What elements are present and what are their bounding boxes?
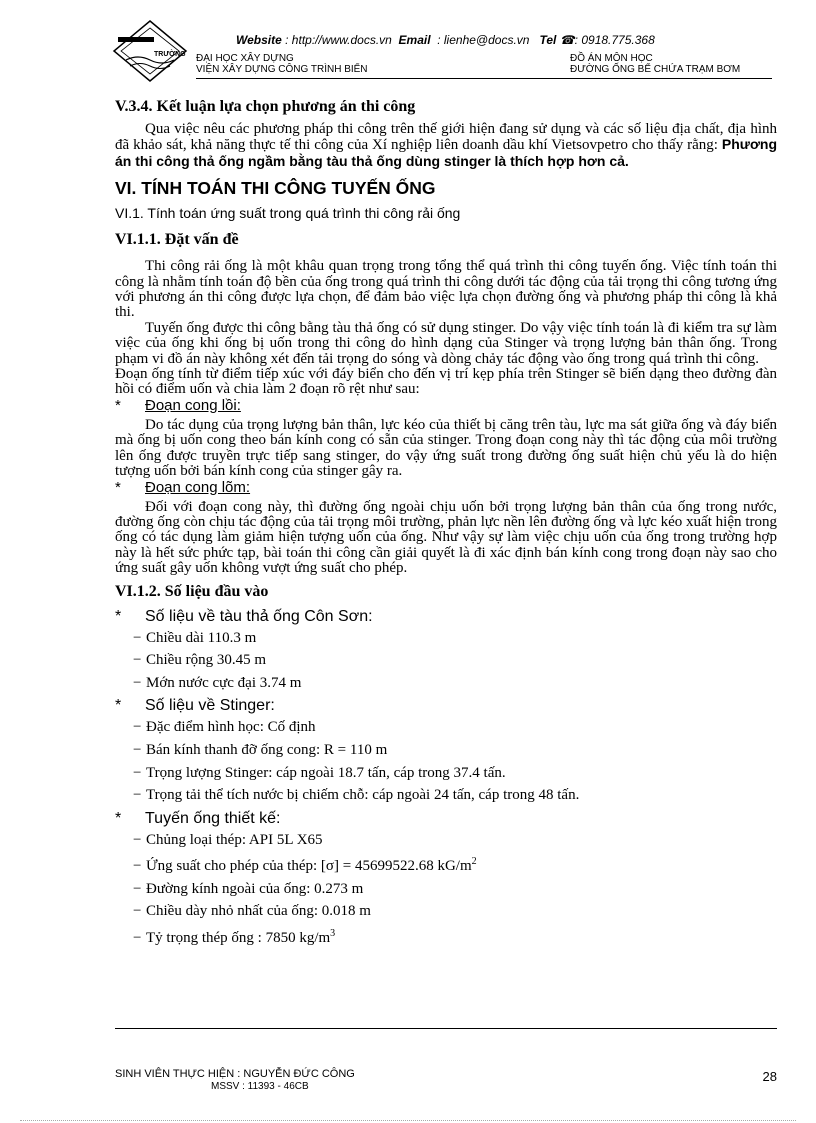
paragraph: Do tác dụng của trọng lượng bản thân, lực kéo của thiết bị căng trên tàu, lực ma sát giữa ống và đáy biển mà ống bị uốn cong theo bán kính cong có sẵn của stinger. Trong đoạn cong này thì tác động của môi trường lên ống được truyền trực tiếp sang stinger, do vậy ứng suất trong đường ống suất hiện chủ yếu là do hiện tượng uốn bởi bán kính cong của stinger gây ra. <box>115 416 777 480</box>
paragraph: Đoạn ống tính từ điểm tiếp xúc với đáy biển cho đến vị trí kẹp phía trên Stinger sẽ biến dạng theo đường đàn hồi có điểm uốn và chia làm 2 đoạn rõ rệt như sau: <box>115 366 777 398</box>
list-item: − Trọng tải thể tích nước bị chiếm chỗ: cáp ngoài 24 tấn, cáp trong 48 tấn. <box>133 787 580 804</box>
footer-author: SINH VIÊN THỰC HIỆN : NGUYỄN ĐỨC CÔNG <box>115 1068 355 1080</box>
subheading-6-1-1: VI.1.1. Đặt vấn đề <box>115 231 239 249</box>
sigma-symbol: σ <box>325 858 335 875</box>
list-item: − Chiều dài 110.3 m <box>133 629 257 646</box>
footer-divider <box>115 1028 777 1029</box>
document-body <box>115 96 777 950</box>
list-item: − Chủng loại thép: API 5L X65 <box>133 831 323 848</box>
conclusion-emphasis: Phương án thi công thả ống ngầm bằng tàu thả ống dùng stinger là thích hợp hơn cả. <box>115 136 778 169</box>
list-item: − Đặc điểm hình học: Cố định <box>133 719 316 736</box>
footer-student-id: MSSV : 11393 - 46CB <box>211 1081 309 1092</box>
page-footer <box>115 1028 777 1092</box>
university-logo <box>112 20 188 82</box>
paragraph: Thi công rải ống là một khâu quan trọng trong tổng thể quá trình thi công tuyến ống. Việc tính toán thi công là nhằm tính toán độ bền của ống trong quá trình thi công dưới tác động của tải trọng thi công tương ứng với phương án thi công được lựa chọn, để đảm bảo việc lựa chọn đường ống và phương pháp thi công là khả thi. <box>115 258 777 321</box>
page-bottom-border <box>20 1120 796 1121</box>
page-header <box>112 20 772 82</box>
subheading-6-1-2: VI.1.2. Số liệu đầu vào <box>115 582 269 600</box>
data-group-ship: * Số liệu về tàu thả ống Côn Sơn: <box>115 607 373 625</box>
header-course: ĐỒ ÁN MÔN HỌC ĐƯỜNG ỐNG BỂ CHỨA TRẠM BƠM <box>570 53 741 75</box>
bullet-convex: * Đoạn cong lồi: <box>115 396 241 414</box>
subheading-6-1: VI.1. Tính toán ứng suất trong quá trình thi công rải ống <box>115 205 461 222</box>
list-item: − Tỷ trọng thép ống : 7850 $kg/m^3$ <box>133 928 336 947</box>
svg-text:TRƯỜNG: TRƯỜNG <box>154 51 186 58</box>
list-item: − Đường kính ngoài của ống: 0.273 m <box>133 880 364 897</box>
chapter-heading-6: VI. TÍNH TOÁN THI CÔNG TUYẾN ỐNG <box>115 178 436 199</box>
data-group-pipeline: * Tuyến ống thiết kế: <box>115 809 281 827</box>
bullet-concave: * Đoạn cong lõm: <box>115 478 251 496</box>
header-divider <box>196 78 772 79</box>
page-number: 28 <box>762 1069 777 1084</box>
list-item: − Trọng lượng Stinger: cáp ngoài 18.7 tấn, cáp trong 37.4 tấn. <box>133 764 506 781</box>
phone-icon: ☎ <box>559 33 575 47</box>
data-group-stinger: * Số liệu về Stinger: <box>115 697 275 715</box>
header-institution: ĐẠI HỌC XÂY DỰNG VIỆN XÂY DỰNG CÔNG TRÌNH BIỂN <box>196 53 368 75</box>
list-item: − Chiều rộng 30.45 m <box>133 652 266 669</box>
list-item: − Mớn nước cực đại 3.74 m <box>133 674 302 691</box>
section-heading-534: V.3.4. Kết luận lựa chọn phương án thi công <box>115 98 416 115</box>
contact-line: Website : http://www.docs.vn Email : lienhe@docs.vn Tel ☎: 0918.775.368 <box>236 33 655 47</box>
list-item: − Bán kính thanh đỡ ống cong: R = 110 m <box>133 741 388 758</box>
paragraph: Tuyến ống được thi công bằng tàu thả ống có sử dụng stinger. Do vậy việc tính toán là đi kiểm tra sự làm việc của ống khi ống bị uốn trong thi công do hình dạng của Stinger và trọng lượng bản thân ống. Trong phạm vi đồ án này không xét đến tải trọng do sóng và dòng chảy tác động vào ống trong quá trình thi công. <box>115 319 777 367</box>
paragraph-534: Qua việc nêu các phương pháp thi công trên thế giới hiện đang sử dụng và các số liệu địa chất, địa hình đã khảo sát, khả năng thực tế thi công của Xí nghiệp liên doanh dầu khí Vietsovpetro cho thấy rằng: Phương án thi công thả ống ngầm bằng tàu thả ống dùng stinger là thích hợp hơn cả. <box>115 121 778 169</box>
list-item: − Ứng suất cho phép của thép: [σ] = 45699522.68 $kG/m^2$ <box>133 856 477 875</box>
list-item: − Chiều dày nhỏ nhất của ống: 0.018 m <box>133 903 371 920</box>
paragraph: Đối với đoạn cong này, thì đường ống ngoài chịu uốn bởi trọng lượng bản thân của ống trong nước, đường ống còn chịu tác động của tải trọng môi trường, phản lực nền lên đường ống và lực kéo xuất hiện trong ống có tác dụng làm giảm hiện tượng uốn của ống. Như vậy sự làm việc chịu uốn của ống trong trường hợp này là hết sức phức tạp, bài toán thi công cần giải quyết là đi xác định bán kính cong trong đoạn này sao cho ứng suất gây uốn không vượt ứng suất cho phép. <box>115 498 777 577</box>
